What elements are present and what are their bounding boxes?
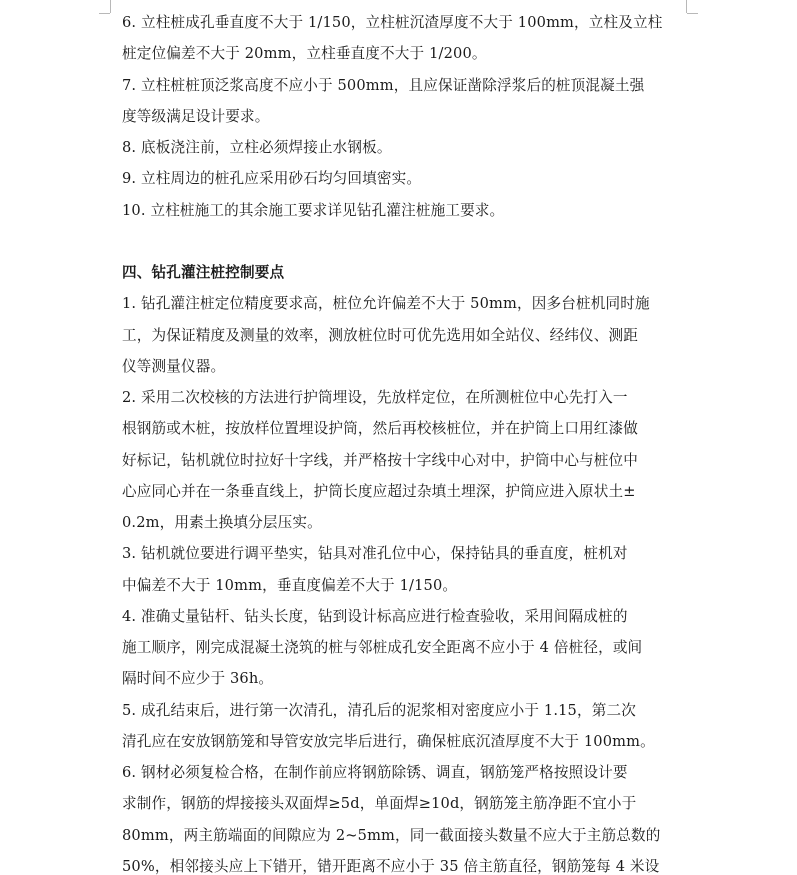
section-heading: 四、钻孔灌注桩控制要点: [122, 264, 285, 281]
text-line: 桩定位偏差不大于 20mm，立柱垂直度不大于 1/200。: [122, 45, 487, 63]
margin-corner-tick-right: [687, 13, 698, 14]
text-line: 50%，相邻接头应上下错开，错开距离不应小于 35 倍主筋直径，钢筋笼每 4 米设: [122, 857, 660, 875]
text-line: 心应同心并在一条垂直线上，护筒长度应超过杂填土埋深，护筒应进入原状土±: [122, 482, 636, 500]
text-line: 施工顺序，刚完成混凝土浇筑的桩与邻桩成孔安全距离不应小于 4 倍桩径，或间: [122, 639, 643, 656]
text-line: 清孔应在安放钢筋笼和导管安放完毕后进行，确保桩底沉渣厚度不大于 100mm。: [122, 732, 655, 750]
text-line: 6. 钢材必须复检合格，在制作前应将钢筋除锈、调直，钢筋笼严格按照设计要: [122, 764, 628, 781]
margin-corner-tick-left: [99, 13, 110, 14]
blank-line: [122, 226, 682, 257]
text-line: 1. 钻孔灌注桩定位精度要求高，桩位允许偏差不大于 50mm，因多台桩机同时施: [122, 295, 650, 313]
text-line: 0.2m，用素土换填分层压实。: [122, 514, 322, 531]
text-line: 8. 底板浇注前，立柱必须焊接止水钢板。: [122, 139, 392, 156]
text-line: 根钢筋或木桩，按放样位置埋设护筒，然后再校核桩位，并在护筒上口用红漆做: [122, 420, 639, 438]
text-line: 9. 立柱周边的桩孔应采用砂石均匀回填密实。: [122, 170, 422, 188]
text-line: 工，为保证精度及测量的效率，测放桩位时可优先选用如全站仪、经纬仪、测距: [122, 326, 639, 344]
text-line: 80mm，两主筋端面的间隙应为 2~5mm，同一截面接头数量不应大于主筋总数的: [122, 826, 661, 844]
document-body: [122, 7, 682, 875]
text-line: 2. 采用二次校核的方法进行护筒埋设，先放样定位，在所测桩位中心先打入一: [122, 389, 628, 406]
text-line: 5. 成孔结束后，进行第一次清孔，清孔后的泥浆相对密度应小于 1.15，第二次: [122, 701, 636, 719]
text-line: 隔时间不应少于 36h。: [122, 670, 274, 688]
text-line: 6. 立柱桩成孔垂直度不大于 1/150，立柱桩沉渣厚度不大于 100mm，立柱及立柱: [122, 14, 663, 31]
margin-corner-mark-right: [686, 0, 687, 13]
text-line: 度等级满足设计要求。: [122, 107, 270, 125]
text-line: 3. 钻机就位要进行调平垫实，钻具对准孔位中心，保持钻具的垂直度，桩机对: [122, 545, 628, 563]
text-line: 仪等测量仪器。: [122, 357, 226, 375]
text-line: 中偏差不大于 10mm，垂直度偏差不大于 1/150。: [122, 576, 458, 594]
text-line: 10. 立柱桩施工的其余施工要求详见钻孔灌注桩施工要求。: [122, 201, 505, 219]
margin-corner-mark-left: [110, 0, 111, 13]
text-line: 4. 准确丈量钻杆、钻头长度，钻到设计标高应进行检查验收，采用间隔成桩的: [122, 607, 628, 625]
text-line: 7. 立柱桩桩顶泛浆高度不应小于 500mm，且应保证凿除浮浆后的桩顶混凝土强: [122, 76, 645, 94]
text-line: 好标记，钻机就位时拉好十字线，并严格按十字线中心对中，护筒中心与桩位中: [122, 451, 639, 469]
text-line: 求制作，钢筋的焊接接头双面焊≥5d，单面焊≥10d，钢筋笼主筋净距不宜小于: [122, 795, 637, 813]
